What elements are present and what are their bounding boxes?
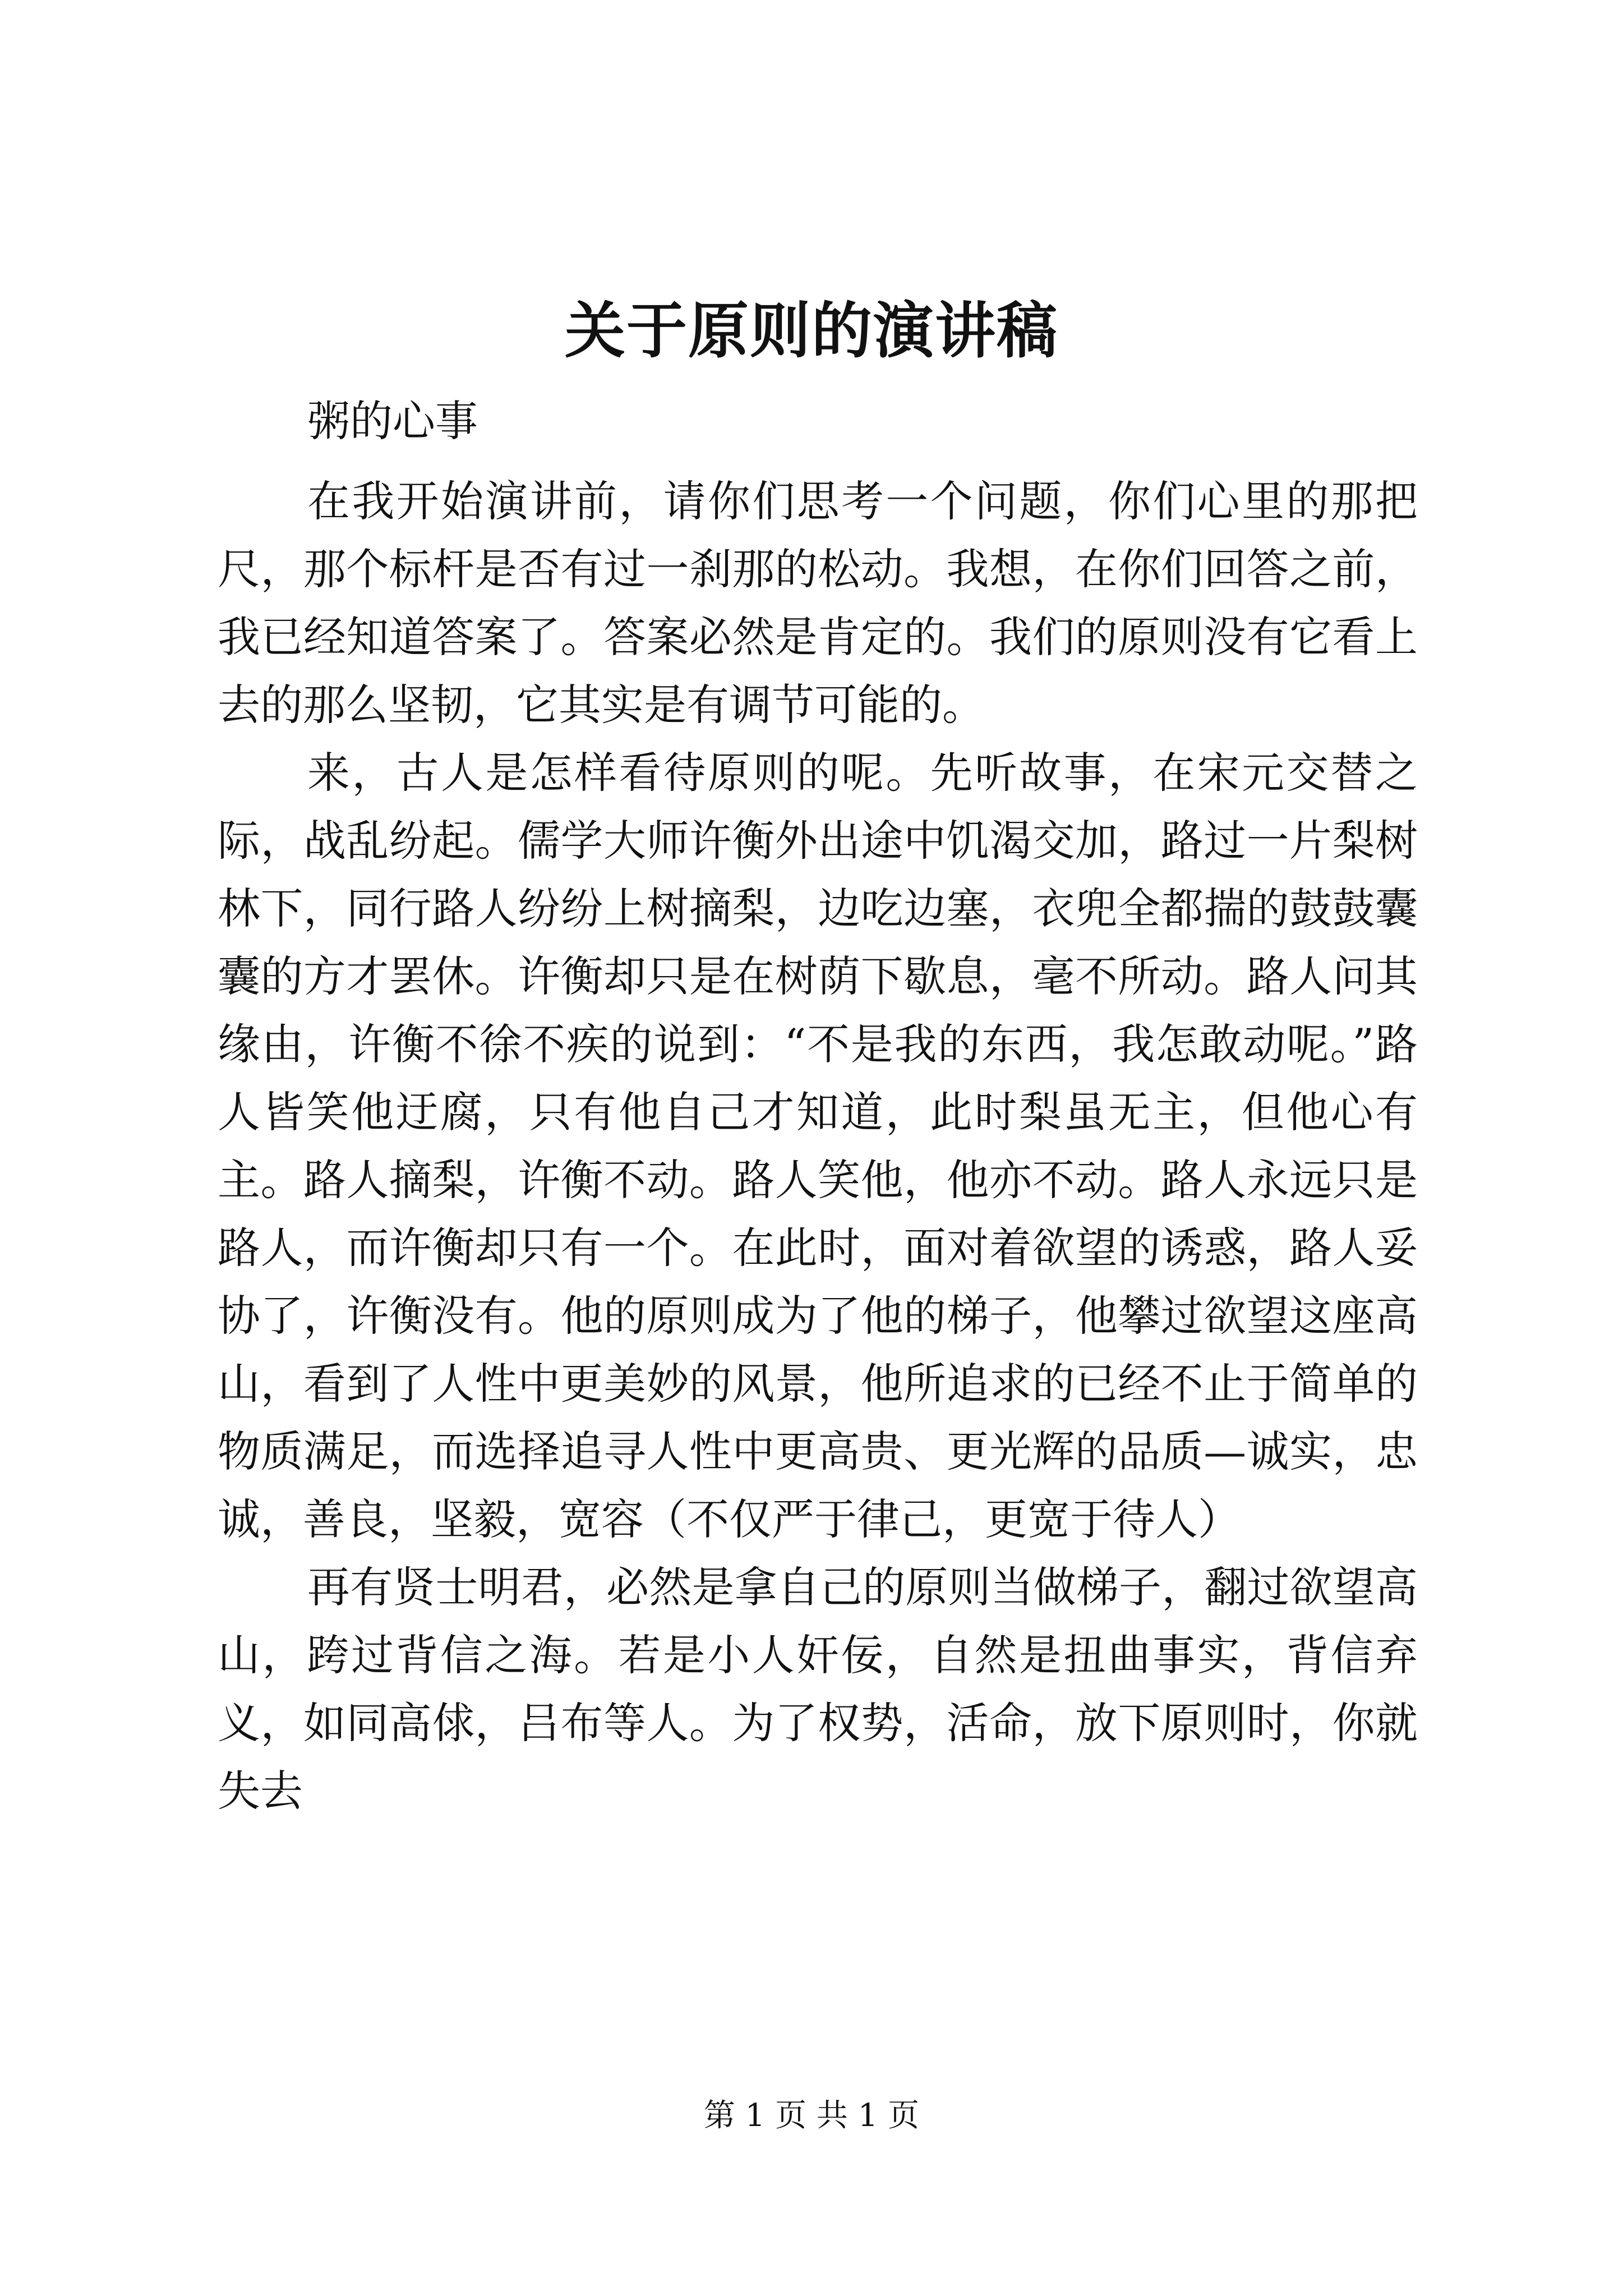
page-number-footer: 第 1 页 共 1 页 [703, 2097, 920, 2134]
paragraph-3: 再有贤士明君，必然是拿自己的原则当做梯子，翻过欲望高山，跨过背信之海。若是小人奸佞，自然是扭曲事实，背信弃义，如同高俅，吕布等人。为了权势，活命，放下原则时，你就失去 [218, 1562, 1418, 1816]
paragraph-1: 在我开始演讲前，请你们思考一个问题，你们心里的那把尺，那个标杆是否有过一刹那的松动。我想，在你们回答之前，我已经知道答案了。答案必然是肯定的。我们的原则没有它看上去的那么坚韧，它其实是有调节可能的。 [218, 476, 1418, 730]
author-line: 粥的心事 [307, 396, 478, 446]
document-title: 关于原则的演讲稿 [564, 296, 1058, 366]
paragraph-2: 来，古人是怎样看待原则的呢。先听故事，在宋元交替之际，战乱纷起。儒学大师许衡外出途中饥渴交加，路过一片梨树林下，同行路人纷纷上树摘梨，边吃边塞，衣兜全都揣的鼓鼓囊囊的方才罢休。许衡却只是在树荫下歇息，毫不所动。路人问其缘由，许衡不徐不疾的说到：“不是我的东西，我怎敢动呢。”路人皆笑他迂腐，只有他自己才知道，此时梨虽无主，但他心有主。路人摘梨，许衡不动。路人笑他，他亦不动。路人永远只是路人，而许衡却只有一个。在此时，面对着欲望的诱惑，路人妥协了，许衡没有。他的原则成为了他的梯子，他攀过欲望这座高山，看到了人性中更美妙的风景，他所追求的已经不止于简单的物质满足，而选择追寻人性中更高贵、更光辉的品质—诚实，忠诚，善良，坚毅，宽容（不仅严于律己，更宽于待人） [218, 748, 1418, 1544]
document-body [218, 387, 1418, 1825]
